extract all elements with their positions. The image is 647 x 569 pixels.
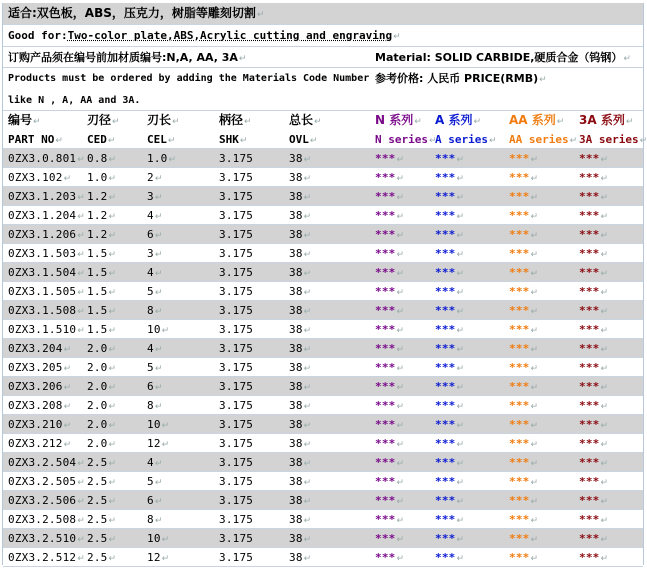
cell-ovl: 38↵ [289,266,312,279]
price-n-series: ***↵ [375,399,405,412]
cell-ovl: 38↵ [289,361,312,374]
col-header-en-3a-series: 3A series↵ [579,133,647,146]
price-a-series: ***↵ [435,171,465,184]
price-3a-series: ***↵ [579,532,609,545]
cell-ovl: 38↵ [289,247,312,260]
price-aa-series: ***↵ [509,152,539,165]
price-a-series: ***↵ [435,418,465,431]
price-a-series: ***↵ [435,494,465,507]
price-3a-series: ***↵ [579,304,609,317]
cell-ovl: 38↵ [289,380,312,393]
price-a-series: ***↵ [435,209,465,222]
price-n-series: ***↵ [375,361,405,374]
cell-cel: 3↵ [147,190,163,203]
cell-ced: 1.5↵ [87,266,117,279]
cell-shk: 3.175 [219,209,254,222]
cell-shk: 3.175 [219,475,254,488]
cell-cel: 10↵ [147,532,170,545]
price-a-series: ***↵ [435,266,465,279]
table-row [3,377,643,396]
price-n-series: ***↵ [375,285,405,298]
price-n-series: ***↵ [375,152,405,165]
price-aa-series: ***↵ [509,513,539,526]
cell-part-no: 0ZX3.210↵ [8,418,72,431]
table-row [3,320,643,339]
cell-ovl: 38↵ [289,323,312,336]
price-aa-series: ***↵ [509,228,539,241]
cell-part-no: 0ZX3.1.206↵ [8,228,85,241]
cell-ovl: 38↵ [289,304,312,317]
cell-cel: 8↵ [147,399,163,412]
col-header-cn-aa-series: AA 系列↵ [509,113,565,127]
price-3a-series: ***↵ [579,418,609,431]
table-row [3,548,643,567]
cell-ovl: 38↵ [289,190,312,203]
col-header-en-cel: CEL↵ [147,133,176,146]
cell-shk: 3.175 [219,304,254,317]
col-header-en-a-series: A series↵ [435,133,497,146]
cell-ovl: 38↵ [289,209,312,222]
col-header-cn-n-series: N 系列↵ [375,113,422,127]
cell-part-no: 0ZX3.2.508↵ [8,513,85,526]
col-header-cn-a-series: A 系列↵ [435,113,482,127]
price-3a-series: ***↵ [579,209,609,222]
table-row [3,358,643,377]
col-header-en-shk: SHK↵ [219,133,248,146]
price-a-series: ***↵ [435,513,465,526]
price-n-series: ***↵ [375,437,405,450]
col-header-en-ced: CED↵ [87,133,116,146]
table-row [3,206,643,225]
cell-ced: 2.0↵ [87,342,117,355]
price-3a-series: ***↵ [579,323,609,336]
price-a-series: ***↵ [435,304,465,317]
header-row-good-for [3,25,643,47]
cell-cel: 4↵ [147,209,163,222]
table-row [3,491,643,510]
price-a-series: ***↵ [435,399,465,412]
cell-ced: 2.5↵ [87,456,117,469]
header-row-suitable [3,3,643,25]
price-n-series: ***↵ [375,228,405,241]
cell-cel: 8↵ [147,304,163,317]
cell-part-no: 0ZX3.205↵ [8,361,72,374]
price-aa-series: ***↵ [509,247,539,260]
price-aa-series: ***↵ [509,437,539,450]
col-header-cn-shk: 柄径↵ [219,113,252,127]
cell-shk: 3.175 [219,418,254,431]
cell-shk: 3.175 [219,323,254,336]
price-n-series: ***↵ [375,266,405,279]
price-a-series: ***↵ [435,323,465,336]
cell-ced: 1.2↵ [87,190,117,203]
price-aa-series: ***↵ [509,532,539,545]
price-a-series: ***↵ [435,247,465,260]
cell-shk: 3.175 [219,456,254,469]
price-aa-series: ***↵ [509,551,539,564]
cell-ced: 2.0↵ [87,437,117,450]
table-row [3,149,643,168]
price-aa-series: ***↵ [509,342,539,355]
price-n-series: ***↵ [375,190,405,203]
price-aa-series: ***↵ [509,285,539,298]
cell-part-no: 0ZX3.2.505↵ [8,475,85,488]
cell-ced: 2.0↵ [87,380,117,393]
price-a-series: ***↵ [435,342,465,355]
cell-shk: 3.175 [219,171,254,184]
cell-cel: 6↵ [147,494,163,507]
price-n-series: ***↵ [375,209,405,222]
cell-cel: 4↵ [147,266,163,279]
price-aa-series: ***↵ [509,418,539,431]
col-header-cn-ced: 刃径↵ [87,113,120,127]
cell-cel: 5↵ [147,361,163,374]
price-aa-series: ***↵ [509,380,539,393]
cell-part-no: 0ZX3.208↵ [8,399,72,412]
price-aa-series: ***↵ [509,209,539,222]
cell-cel: 5↵ [147,285,163,298]
table-row [3,529,643,548]
header-row-order-material [3,47,643,68]
table-row [3,434,643,453]
cell-ovl: 38↵ [289,152,312,165]
col-header-en-part-no: PART NO↵ [8,133,63,146]
price-aa-series: ***↵ [509,475,539,488]
price-n-series: ***↵ [375,342,405,355]
cell-shk: 3.175 [219,247,254,260]
cell-shk: 3.175 [219,342,254,355]
price-3a-series: ***↵ [579,513,609,526]
table-row [3,453,643,472]
table-row [3,510,643,529]
price-a-series: ***↵ [435,437,465,450]
cell-part-no: 0ZX3.0.801↵ [8,152,85,165]
price-a-series: ***↵ [435,285,465,298]
cell-part-no: 0ZX3.1.503↵ [8,247,85,260]
cell-cel: 10↵ [147,418,170,431]
price-aa-series: ***↵ [509,171,539,184]
column-header-cn [3,111,643,130]
cell-shk: 3.175 [219,190,254,203]
cell-cel: 3↵ [147,247,163,260]
cell-part-no: 0ZX3.204↵ [8,342,72,355]
price-3a-series: ***↵ [579,380,609,393]
cell-part-no: 0ZX3.212↵ [8,437,72,450]
price-n-series: ***↵ [375,171,405,184]
cell-cel: 12↵ [147,437,170,450]
cell-ovl: 38↵ [289,228,312,241]
price-3a-series: ***↵ [579,456,609,469]
cell-ovl: 38↵ [289,342,312,355]
cell-shk: 3.175 [219,266,254,279]
price-3a-series: ***↵ [579,152,609,165]
cell-ovl: 38↵ [289,456,312,469]
table-row [3,282,643,301]
price-aa-series: ***↵ [509,323,539,336]
price-n-series: ***↵ [375,513,405,526]
cell-cel: 12↵ [147,551,170,564]
cell-part-no: 0ZX3.1.508↵ [8,304,85,317]
table-row [3,244,643,263]
price-a-series: ***↵ [435,361,465,374]
cell-cel: 6↵ [147,228,163,241]
table-row [3,263,643,282]
price-a-series: ***↵ [435,380,465,393]
price-a-series: ***↵ [435,551,465,564]
order-note-cn: 订购产品须在编号前加材质编号:N,A, AA, 3A↵ [8,51,247,64]
cell-shk: 3.175 [219,228,254,241]
cell-ovl: 38↵ [289,171,312,184]
cell-part-no: 0ZX3.1.504↵ [8,266,85,279]
price-3a-series: ***↵ [579,171,609,184]
cell-shk: 3.175 [219,437,254,450]
price-3a-series: ***↵ [579,494,609,507]
cell-shk: 3.175 [219,532,254,545]
cell-ced: 1.0↵ [87,171,117,184]
material-label: Material: SOLID CARBIDE,硬质合金（钨钢）↵ [375,51,631,64]
col-header-cn-3a-series: 3A 系列↵ [579,113,634,127]
column-header-en [3,130,647,149]
price-3a-series: ***↵ [579,551,609,564]
col-header-cn-part-no: 编号↵ [8,113,41,127]
cell-shk: 3.175 [219,152,254,165]
table-row [3,339,643,358]
table-row [3,168,643,187]
cell-ovl: 38↵ [289,399,312,412]
cell-ovl: 38↵ [289,437,312,450]
price-n-series: ***↵ [375,380,405,393]
col-header-en-aa-series: AA series↵ [509,133,578,146]
cell-ced: 2.5↵ [87,475,117,488]
col-header-cn-ovl: 总长↵ [289,113,322,127]
cell-ced: 1.5↵ [87,247,117,260]
cell-ced: 2.5↵ [87,551,117,564]
price-n-series: ***↵ [375,247,405,260]
cell-shk: 3.175 [219,380,254,393]
price-3a-series: ***↵ [579,361,609,374]
price-n-series: ***↵ [375,532,405,545]
table-row [3,301,643,320]
table-row [3,396,643,415]
cell-shk: 3.175 [219,494,254,507]
cell-ced: 1.5↵ [87,323,117,336]
cell-part-no: 0ZX3.206↵ [8,380,72,393]
cell-shk: 3.175 [219,399,254,412]
cell-ovl: 38↵ [289,551,312,564]
cell-shk: 3.175 [219,551,254,564]
price-a-series: ***↵ [435,228,465,241]
price-n-series: ***↵ [375,418,405,431]
cell-ovl: 38↵ [289,513,312,526]
price-n-series: ***↵ [375,304,405,317]
cell-shk: 3.175 [219,285,254,298]
cell-part-no: 0ZX3.1.203↵ [8,190,85,203]
cell-cel: 1.0↵ [147,152,177,165]
price-3a-series: ***↵ [579,285,609,298]
cell-ced: 1.5↵ [87,304,117,317]
cell-ovl: 38↵ [289,285,312,298]
cell-part-no: 0ZX3.2.506↵ [8,494,85,507]
cell-part-no: 0ZX3.1.204↵ [8,209,85,222]
price-a-series: ***↵ [435,152,465,165]
cell-shk: 3.175 [219,361,254,374]
price-3a-series: ***↵ [579,475,609,488]
price-3a-series: ***↵ [579,266,609,279]
cell-part-no: 0ZX3.2.504↵ [8,456,85,469]
cell-ovl: 38↵ [289,494,312,507]
cell-ced: 1.2↵ [87,209,117,222]
price-a-series: ***↵ [435,190,465,203]
cell-cel: 10↵ [147,323,170,336]
price-aa-series: ***↵ [509,304,539,317]
product-sheet [2,3,647,565]
col-header-cn-cel: 刃长↵ [147,113,180,127]
cell-cel: 8↵ [147,513,163,526]
price-n-series: ***↵ [375,475,405,488]
cell-cel: 6↵ [147,380,163,393]
table-row [3,225,643,244]
col-header-en-n-series: N series↵ [375,133,437,146]
header-row-like [3,90,643,111]
cell-ced: 2.5↵ [87,494,117,507]
cell-cel: 2↵ [147,171,163,184]
price-label: 参考价格: 人民币 PRICE(RMB)↵ [375,72,547,85]
price-n-series: ***↵ [375,494,405,507]
cell-cel: 5↵ [147,475,163,488]
price-3a-series: ***↵ [579,190,609,203]
price-aa-series: ***↵ [509,266,539,279]
header-row-order-price [3,68,643,90]
price-aa-series: ***↵ [509,361,539,374]
cell-cel: 4↵ [147,342,163,355]
cell-ovl: 38↵ [289,532,312,545]
cell-ced: 1.5↵ [87,285,117,298]
price-3a-series: ***↵ [579,228,609,241]
good-for-en: Good for:Two-color plate,ABS,Acrylic cutting and engraving↵ [8,29,401,42]
cell-ced: 2.0↵ [87,361,117,374]
price-a-series: ***↵ [435,532,465,545]
cell-ovl: 38↵ [289,475,312,488]
price-a-series: ***↵ [435,475,465,488]
cell-part-no: 0ZX3.1.505↵ [8,285,85,298]
price-3a-series: ***↵ [579,437,609,450]
suitable-for-cn: 适合:双色板，ABS，压克力，树脂等雕刻切割↵ [8,6,265,20]
cell-ced: 2.5↵ [87,513,117,526]
price-aa-series: ***↵ [509,494,539,507]
price-3a-series: ***↵ [579,247,609,260]
cell-ced: 2.5↵ [87,532,117,545]
price-a-series: ***↵ [435,456,465,469]
price-3a-series: ***↵ [579,342,609,355]
cell-ced: 2.0↵ [87,399,117,412]
price-aa-series: ***↵ [509,190,539,203]
cell-ced: 2.0↵ [87,418,117,431]
price-n-series: ***↵ [375,456,405,469]
cell-part-no: 0ZX3.2.510↵ [8,532,85,545]
table-row [3,472,643,491]
table-row [3,187,643,206]
price-aa-series: ***↵ [509,456,539,469]
cell-ced: 1.2↵ [87,228,117,241]
price-aa-series: ***↵ [509,399,539,412]
cell-shk: 3.175 [219,513,254,526]
cell-part-no: 0ZX3.1.510↵ [8,323,85,336]
order-note-en-cont: like N , A, AA and 3A. [8,95,141,106]
col-header-en-ovl: OVL↵ [289,133,318,146]
cell-part-no: 0ZX3.2.512↵ [8,551,85,564]
price-n-series: ***↵ [375,551,405,564]
cell-ovl: 38↵ [289,418,312,431]
price-3a-series: ***↵ [579,399,609,412]
order-note-en: Products must be ordered by adding the Materials Code Number [8,73,370,84]
table-row [3,415,643,434]
cell-ced: 0.8↵ [87,152,117,165]
cell-part-no: 0ZX3.102↵ [8,171,72,184]
cell-cel: 4↵ [147,456,163,469]
price-n-series: ***↵ [375,323,405,336]
